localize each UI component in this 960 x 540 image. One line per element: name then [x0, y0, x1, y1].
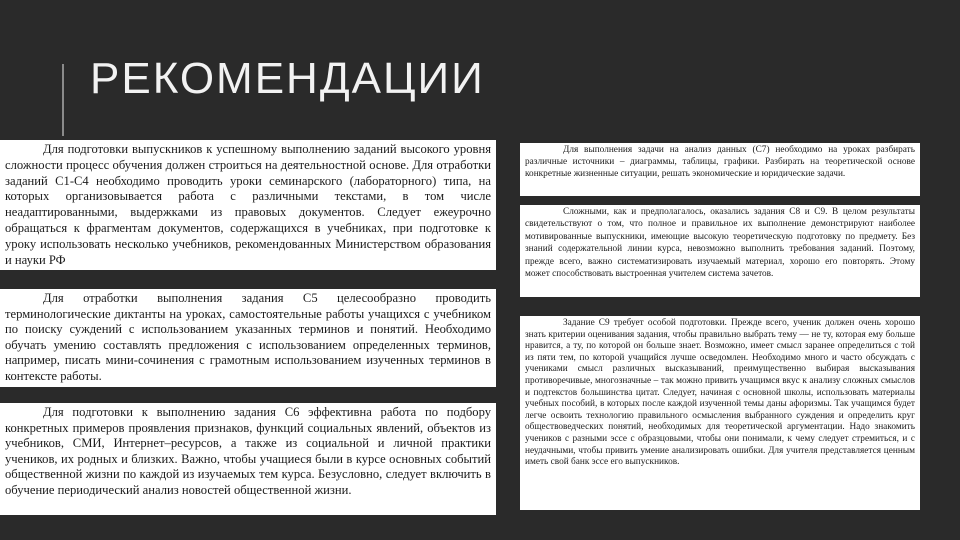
recommendation-c1-c4 — [0, 140, 496, 270]
recommendation-c8-c9 — [520, 205, 920, 297]
slide-title: РЕКОМЕНДАЦИИ — [90, 54, 485, 103]
recommendation-text: Для подготовки выпускников к успешному выполнению заданий высокого уровня сложности процесс обучения должен строиться на деятельностной основе. Для отработки заданий С1-С4 необходимо проводить уроки семинарского (лабораторного) типа, на которых организовывается работа с различными текстами, в том числе неадаптированными, выдержками из правовых документов. Следует ежеурочно обращаться к фрагментам документов, содержащихся в учебниках, при подготовке к уроку использовать несколько учебников, рекомендованных Министерством образования и науки РФ — [5, 142, 491, 267]
title-accent-line — [62, 64, 64, 136]
recommendation-text: Для подготовки к выполнению задания С6 эффективна работа по подбору конкретных примеров проявления признаков, функций социальных явлений, объектов из учебников, СМИ, Интернет–ресурсов, а также из социальной и личной практики учеников, их родных и близких. Важно, чтобы учащиеся были в курсе основных событий общественной жизни по каждой из изучаемых тем курса. Безусловно, следует включить в обучение периодический анализ новостей общественной жизни. — [5, 405, 491, 497]
recommendation-c5 — [0, 289, 496, 387]
recommendation-text: Для отработки выполнения задания С5 целесообразно проводить терминологические диктанты на уроках, самостоятельные работы учащихся с учебником по поиску суждений с использованием указанных терминов и понятий. Необходимо обучать умению составлять предложения с использованием определенных терминов, например, писать мини-сочинения с грамотным использованием изученных терминов в контексте работы. — [5, 291, 491, 383]
recommendation-text: Для выполнения задачи на анализ данных (С7) необходимо на уроках разбирать различные источники – диаграммы, таблицы, графики. Разбирать на теоретической основе конкретные жизненные ситуации, решать экономические и юридические задачи. — [525, 145, 915, 179]
recommendation-c6 — [0, 403, 496, 515]
recommendation-c7 — [520, 143, 920, 196]
recommendation-text: Задание С9 требует особой подготовки. Прежде всего, ученик должен очень хорошо знать критерии оценивания задания, чтобы правильно выбрать тему — не ту, которая ему больше нравится, а ту, по которой он больше знает. Возможно, имеет смысл заранее определиться с той из пяти тем, по которой учащийся лучше осведомлен. Необходимо много и часто обсуждать с учениками смысл различных высказываний, преимущественно выбирая высказывания противоречивые, многозначные – так можно привить учащимся вкус к анализу сложных смыслов и подтекстов большинства цитат. Следует, начиная с основной школы, использовать материалы учебных пособий, в которых после каждой изученной темы даны афоризмы. Так учащимся будет легче освоить технологию правильного осмысления выбранного суждения и определить круг обществоведческих понятий, необходимых для теоретической аргументации. Надо знакомить учеников с разными эссе с образцовыми, чтобы они понимали, к чему следует стремиться, и с неудачными, чтобы привить умение анализировать ошибки. Для учителя представляется ценным иметь свой банк эссе его выпускников. — [525, 318, 915, 468]
recommendation-text: Сложными, как и предполагалось, оказались задания С8 и С9. В целом результаты свидетельствуют о том, что полное и правильное их выполнение демонстрируют наиболее мотивированные выпускники, имеющие высокую теоретическую подготовку по предмету. Без знаний содержательной линии курса, невозможно выполнить требования заданий. Поэтому, прежде всего, важно систематизировать изучаемый материал, хорошо его повторять. Этому может способствовать выстроенная учителем система зачетов. — [525, 207, 915, 280]
recommendation-c9 — [520, 316, 920, 510]
